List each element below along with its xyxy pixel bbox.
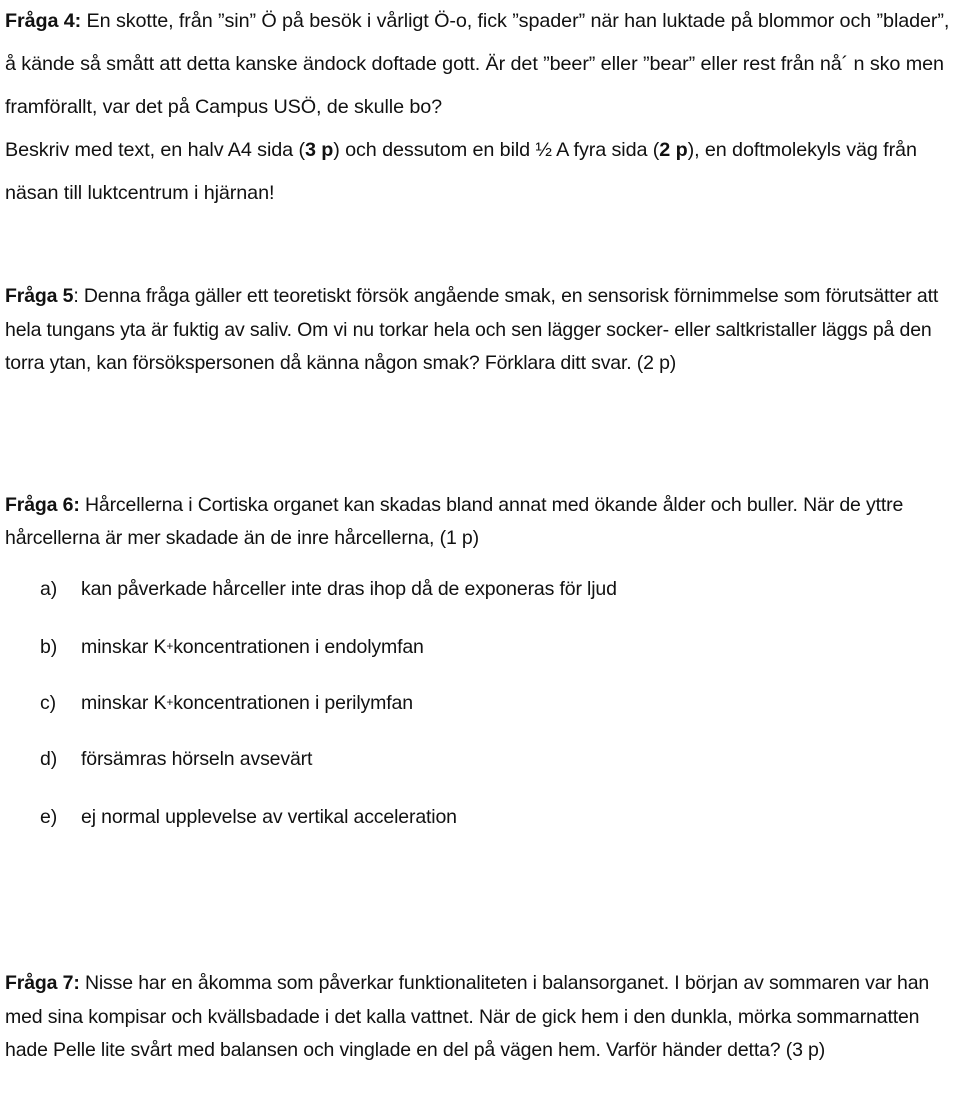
question-5 — [5, 280, 960, 381]
option-text: kan påverkade hårceller inte dras ihop då de exponeras för ljud — [81, 578, 617, 600]
option-label: b) — [40, 636, 58, 658]
question-6 — [5, 489, 960, 555]
question-5-heading: Fråga 5 — [5, 285, 74, 307]
superscript-plus: + — [166, 639, 174, 653]
question-4-task-part-a: Beskriv med text, en halv A4 sida ( — [5, 139, 305, 161]
question-4-task-part-b: ) och dessutom en bild ½ A fyra sida ( — [333, 139, 660, 161]
option-text: minskar K — [81, 636, 167, 658]
superscript-plus: + — [166, 695, 174, 709]
option-c — [40, 692, 413, 715]
question-4-points-text: 3 p — [304, 139, 334, 161]
option-e — [40, 806, 457, 829]
option-d — [40, 748, 312, 771]
option-text-suffix: koncentrationen i perilymfan — [173, 692, 413, 714]
option-text-suffix: koncentrationen i endolymfan — [173, 636, 424, 658]
question-7 — [5, 967, 960, 1068]
option-text: ej normal upplevelse av vertikal acceleration — [81, 806, 457, 828]
option-b — [40, 636, 424, 659]
question-6-heading: Fråga 6: — [5, 494, 80, 516]
question-7-text: Nisse har en åkomma som påverkar funktionaliteten i balansorganet. I början av sommaren var han med sina kompisar och kvällsbadade i det kalla vattnet. När de gick hem i den dunkla, mörka sommarnatten hade Pelle lite svårt med balansen och vinglade en del på vägen hem. Varför händer detta? (3 p) — [5, 972, 930, 1061]
option-a — [40, 578, 617, 601]
question-4-points-image: 2 p — [659, 139, 688, 161]
question-7-heading: Fråga 7: — [5, 972, 80, 994]
question-4-heading: Fråga 4: — [5, 10, 82, 32]
option-label: d) — [40, 748, 58, 770]
option-text: minskar K — [81, 692, 167, 714]
question-4 — [5, 0, 960, 215]
option-label: c) — [40, 692, 56, 714]
option-text: försämras hörseln avsevärt — [81, 748, 313, 770]
option-label: a) — [40, 578, 58, 600]
question-4-intro: En skotte, från ”sin” Ö på besök i vårligt Ö-o, fick ”spader” när han luktade på blommor och ”blader”, å kände så smått att detta kanske ändock doftade gott. Är det ”beer” eller ”bear” eller rest från nå´ n sko men framförallt, var det på Campus USÖ, de skulle bo? — [5, 10, 950, 118]
option-label: e) — [40, 806, 58, 828]
question-4-task-part-c: ), en doftmolekyls väg från näsan till luktcentrum i hjärnan! — [5, 139, 917, 204]
question-5-text: : Denna fråga gäller ett teoretiskt försök angående smak, en sensorisk förnimmelse som förutsätter att hela tungans yta är fuktig av saliv. Om vi nu torkar hela och sen lägger socker- eller saltkristaller läggs på den torra ytan, kan försökspersonen då känna någon smak? Förklara ditt svar. (2 p) — [5, 285, 939, 374]
question-6-text: Hårcellerna i Cortiska organet kan skadas bland annat med ökande ålder och buller. När de yttre hårcellerna är mer skadade än de inre hårcellerna, (1 p) — [5, 494, 904, 549]
